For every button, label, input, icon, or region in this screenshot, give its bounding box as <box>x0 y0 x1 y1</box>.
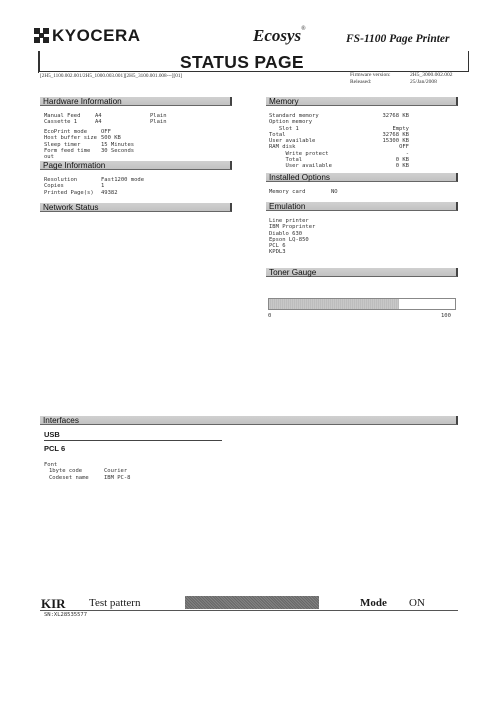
hardware-paper-list <box>44 113 234 126</box>
toner-min-label: 0 <box>268 313 272 319</box>
network-status-heading: Network Status <box>40 203 232 212</box>
list-item: Cassette 1 A4 Plain <box>44 119 167 126</box>
printer-model: FS-1100 Page Printer <box>346 33 450 45</box>
ecosys-logo: Ecosys® <box>253 26 306 45</box>
interfaces-heading: Interfaces <box>40 416 458 425</box>
list-item: Slot 1 Empty <box>269 125 409 132</box>
usb-label: USB <box>44 430 60 439</box>
list-item: PCL 6 <box>269 243 286 250</box>
list-item: Copies 1 <box>44 183 105 190</box>
list-item: Option memory <box>269 119 313 126</box>
kyocera-mark-icon <box>34 28 49 43</box>
installed-options-heading: Installed Options <box>266 173 458 182</box>
toner-gauge-heading: Toner Gauge <box>266 268 458 277</box>
pcl-label: PCL 6 <box>44 444 66 453</box>
emulation-list <box>269 218 409 256</box>
kir-label: KIR <box>41 596 66 611</box>
released-value: 25/Jan/2008 <box>410 79 437 85</box>
list-item: Manual Feed A4 Plain <box>44 113 167 119</box>
list-item: Codeset name IBM PC-8 <box>49 474 131 481</box>
hardware-information-heading: Hardware Information <box>40 97 232 106</box>
list-item: IBM Proprinter <box>269 224 316 231</box>
list-item: Total 0 KB <box>269 157 409 164</box>
memory-heading: Memory <box>266 97 458 106</box>
kyocera-logo <box>34 27 141 44</box>
list-item: Memory card NO <box>269 189 338 195</box>
list-item: RAM disk OFF <box>269 144 409 151</box>
list-item: Total 32768 KB <box>269 131 409 138</box>
memory-list <box>269 113 409 170</box>
toner-max-label: 100 <box>441 313 451 319</box>
hardware-settings-list <box>44 129 234 160</box>
installed-options-list <box>269 189 409 195</box>
test-pattern-swatch <box>185 596 319 609</box>
list-item: Resolution Fast1200 mode <box>44 177 145 183</box>
list-item: Sleep timer 15 Minutes <box>44 141 135 148</box>
page-title: STATUS PAGE <box>180 52 304 72</box>
font-list <box>44 462 234 481</box>
toner-gauge-bar <box>268 298 456 310</box>
list-item: KPDL3 <box>269 249 286 256</box>
page-information-heading: Page Information <box>40 161 232 170</box>
list-item: Epson LQ-850 <box>269 236 309 243</box>
list-item: Host buffer size 500 KB <box>44 135 121 142</box>
brand-name: KYOCERA <box>52 26 141 45</box>
list-item: Form feed time out 30 Seconds <box>44 147 135 161</box>
list-item: Diablo 630 <box>269 230 303 237</box>
list-item: Line printer <box>269 218 309 224</box>
page-information-list <box>44 177 234 196</box>
test-pattern-label: Test pattern <box>89 597 141 609</box>
mode-value: ON <box>409 597 425 609</box>
emulation-heading: Emulation <box>266 202 458 211</box>
usb-divider <box>44 440 222 441</box>
firmware-value: 2H5_3000.002.002 <box>410 72 453 78</box>
list-item: Standard memory 32768 KB <box>269 113 409 119</box>
serial-number: SN:XL28535577 <box>44 612 88 618</box>
list-item: User available 0 KB <box>269 163 409 170</box>
mode-label: Mode <box>360 597 387 609</box>
toner-gauge-fill <box>269 299 399 309</box>
list-item: EcoPrint mode OFF <box>44 129 111 135</box>
list-item: 1byte code Courier <box>49 468 128 475</box>
footer-divider <box>40 610 458 611</box>
font-heading: Font <box>44 462 58 468</box>
list-item: Write protect - <box>269 150 409 157</box>
list-item: User available 15300 KB <box>269 138 409 145</box>
list-item: Printed Page(s) 49382 <box>44 189 118 196</box>
firmware-string: [2H5_1100.002.001/2H5_1000.003.001][2H5_3100.001.008---][01] <box>40 73 183 79</box>
released-label: Released: <box>350 79 372 85</box>
firmware-label: Firmware version: <box>350 72 391 78</box>
